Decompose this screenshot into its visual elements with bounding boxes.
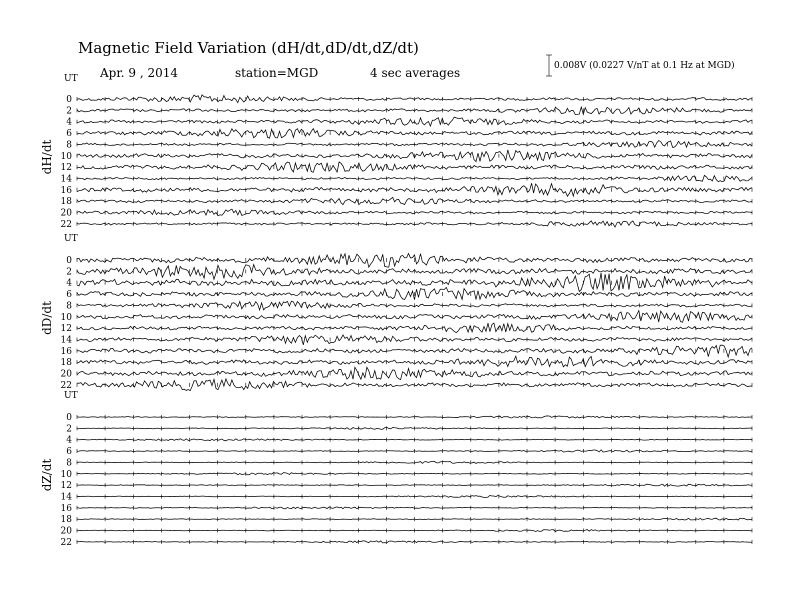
ut-tick-20: 20 [60, 369, 72, 380]
ut-tick-22: 22 [60, 537, 72, 548]
ut-tick-6: 6 [66, 290, 72, 301]
ut-tick-2: 2 [66, 267, 72, 278]
panel-dH-dt [40, 74, 752, 230]
ut-label: UT [64, 234, 78, 244]
ut-tick-12: 12 [60, 324, 72, 335]
chart-station: station=MGD [235, 66, 319, 80]
ut-tick-8: 8 [66, 140, 72, 151]
ut-tick-12: 12 [60, 481, 72, 492]
ylabel-0: dH/dt [40, 139, 54, 175]
chart-title: Magnetic Field Variation (dH/dt,dD/dt,dZ/dt) [78, 39, 419, 57]
panel-dZ-dt [40, 391, 752, 548]
ut-tick-0: 0 [66, 413, 72, 423]
ut-label: UT [64, 391, 78, 401]
ut-tick-8: 8 [66, 458, 72, 469]
ut-tick-14: 14 [60, 492, 72, 503]
ut-tick-18: 18 [60, 515, 72, 526]
ut-tick-22: 22 [60, 380, 72, 391]
ut-tick-2: 2 [66, 106, 72, 117]
panel-dD-dt [40, 234, 752, 391]
ut-tick-18: 18 [60, 358, 72, 369]
ut-tick-16: 16 [60, 503, 72, 514]
ut-tick-8: 8 [66, 301, 72, 312]
ut-tick-10: 10 [60, 312, 72, 323]
ut-tick-14: 14 [60, 174, 72, 185]
ut-tick-6: 6 [66, 447, 72, 458]
ylabel-2: dZ/dt [40, 458, 54, 492]
ut-tick-4: 4 [66, 435, 72, 446]
ylabel-1: dD/dt [40, 301, 54, 335]
panels [40, 74, 752, 548]
ut-tick-4: 4 [66, 117, 72, 128]
ut-tick-14: 14 [60, 335, 72, 346]
scale-bar [546, 55, 735, 76]
ut-label: UT [64, 74, 78, 84]
ut-tick-0: 0 [66, 95, 72, 105]
chart-date: Apr. 9 , 2014 [100, 66, 179, 80]
scale-note: 0.008V (0.0227 V/nT at 0.1 Hz at MGD) [554, 61, 735, 71]
ut-tick-16: 16 [60, 185, 72, 196]
ut-tick-2: 2 [66, 424, 72, 435]
ut-tick-10: 10 [60, 151, 72, 162]
chart-averaging: 4 sec averages [370, 66, 461, 80]
ut-tick-10: 10 [60, 469, 72, 480]
ut-tick-18: 18 [60, 197, 72, 208]
ut-tick-6: 6 [66, 129, 72, 140]
ut-tick-20: 20 [60, 208, 72, 219]
ut-tick-16: 16 [60, 346, 72, 357]
ut-tick-20: 20 [60, 526, 72, 537]
ut-tick-0: 0 [66, 256, 72, 266]
ut-tick-22: 22 [60, 219, 72, 230]
ut-tick-4: 4 [66, 278, 72, 289]
ut-tick-12: 12 [60, 163, 72, 174]
